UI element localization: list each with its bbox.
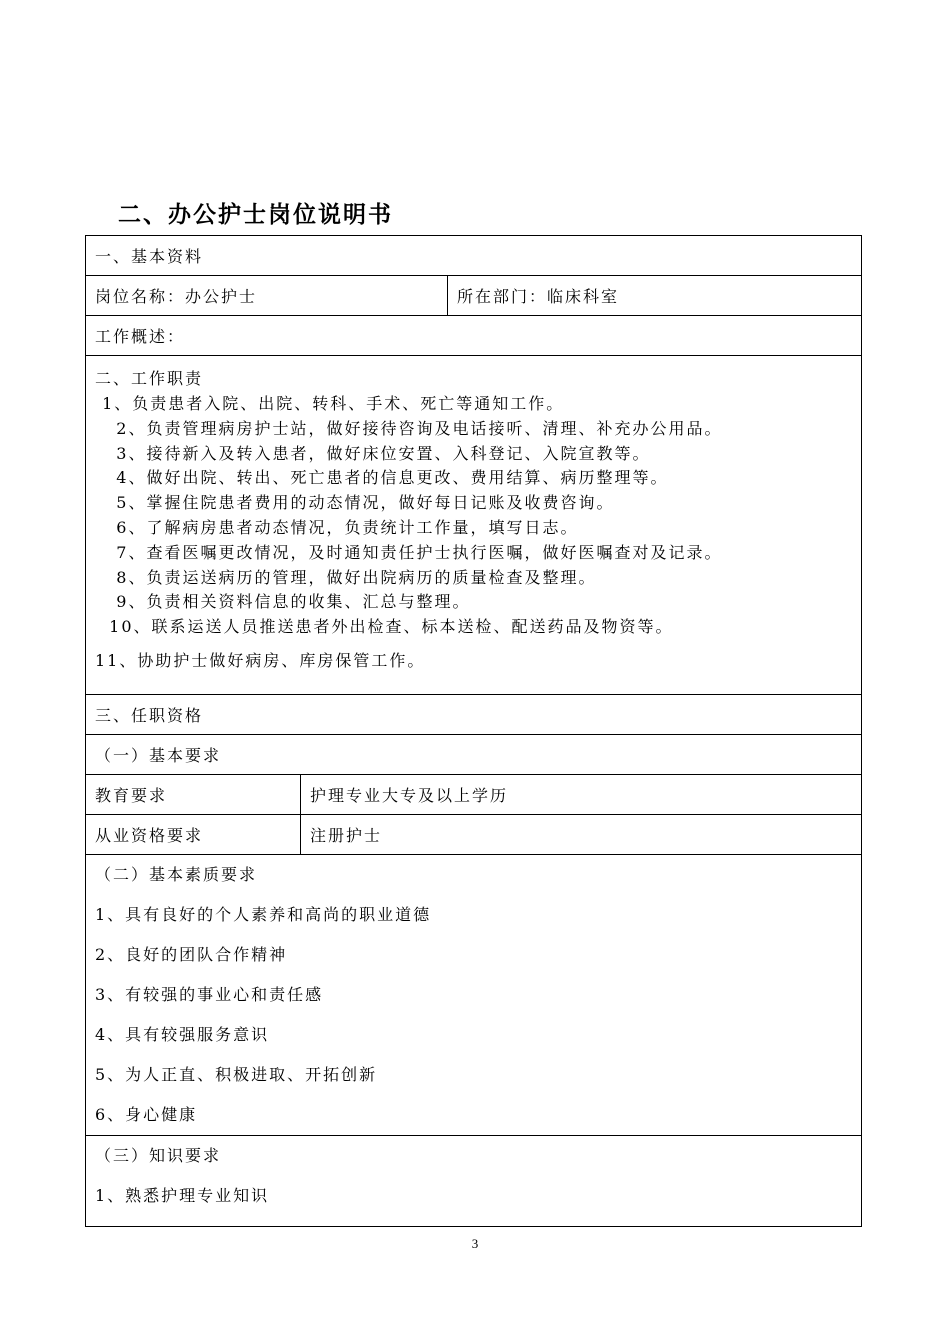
quality-item: 1、具有良好的个人素养和高尚的职业道德 — [95, 905, 432, 924]
quality-item: 6、身心健康 — [95, 1105, 198, 1124]
duty-item: 3、接待新入及转入患者，做好床位安置、入科登记、入院宣教等。 — [95, 443, 651, 463]
duty-item: 5、掌握住院患者费用的动态情况，做好每日记账及收费咨询。 — [95, 493, 615, 513]
quality-item: 5、为人正直、积极进取、开拓创新 — [95, 1065, 378, 1084]
duty-item: 6、了解病房患者动态情况，负责统计工作量，填写日志。 — [95, 517, 579, 537]
duties-cell — [86, 356, 862, 695]
quality-item: 4、具有较强服务意识 — [95, 1025, 270, 1044]
page-number: 3 — [471, 1236, 479, 1251]
work-overview-cell: 工作概述： — [86, 316, 862, 356]
job-description-table — [85, 235, 862, 1227]
quality-cell — [86, 855, 862, 1136]
duties-list — [95, 392, 861, 640]
quality-list — [95, 895, 861, 1135]
department-cell: 所在部门：临床科室 — [448, 276, 862, 316]
row-overview — [86, 316, 862, 356]
row-knowledge — [86, 1136, 862, 1227]
duty-item: 9、负责相关资料信息的收集、汇总与整理。 — [95, 592, 471, 612]
quality-item: 2、良好的团队合作精神 — [95, 945, 288, 964]
license-label: 从业资格要求 — [86, 815, 301, 855]
row-position — [86, 276, 862, 316]
row-basic-req-heading — [86, 735, 862, 775]
duty-item: 10、联系运送人员推送患者外出检查、标本送检、配送药品及物资等。 — [95, 617, 674, 637]
quality-heading: （二）基本素质要求 — [95, 865, 258, 884]
row-qualification-heading — [86, 695, 862, 735]
duties-heading: 二、工作职责 — [95, 369, 204, 388]
row-license — [86, 815, 862, 855]
duty-item: 2、负责管理病房护士站，做好接待咨询及电话接听、清理、补充办公用品。 — [95, 418, 723, 438]
duty-item: 8、负责运送病历的管理，做好出院病历的质量检查及整理。 — [95, 567, 597, 587]
row-duties — [86, 356, 862, 695]
duty-item-last: 11、协助护士做好病房、库房保管工作。 — [95, 650, 426, 670]
quality-item: 3、有较强的事业心和责任感 — [95, 985, 324, 1004]
education-label: 教育要求 — [86, 775, 301, 815]
license-value: 注册护士 — [301, 815, 862, 855]
duty-item: 4、做好出院、转出、死亡患者的信息更改、费用结算、病历整理等。 — [95, 468, 669, 488]
qualification-heading: 三、任职资格 — [86, 695, 862, 735]
knowledge-list — [95, 1176, 861, 1216]
duty-item: 7、查看医嘱更改情况，及时通知责任护士执行医嘱，做好医嘱查对及记录。 — [95, 542, 723, 562]
row-quality — [86, 855, 862, 1136]
basic-info-heading: 一、基本资料 — [86, 236, 862, 276]
basic-requirements-heading: （一）基本要求 — [86, 735, 862, 775]
knowledge-item: 1、熟悉护理专业知识 — [95, 1186, 270, 1205]
knowledge-heading: （三）知识要求 — [95, 1146, 222, 1165]
education-value: 护理专业大专及以上学历 — [301, 775, 862, 815]
row-basic-heading — [86, 236, 862, 276]
duty-item: 1、负责患者入院、出院、转科、手术、死亡等通知工作。 — [95, 394, 565, 413]
document-title: 二、办公护士岗位说明书 — [118, 202, 393, 228]
knowledge-cell — [86, 1136, 862, 1227]
position-name-cell: 岗位名称：办公护士 — [86, 276, 448, 316]
row-education — [86, 775, 862, 815]
